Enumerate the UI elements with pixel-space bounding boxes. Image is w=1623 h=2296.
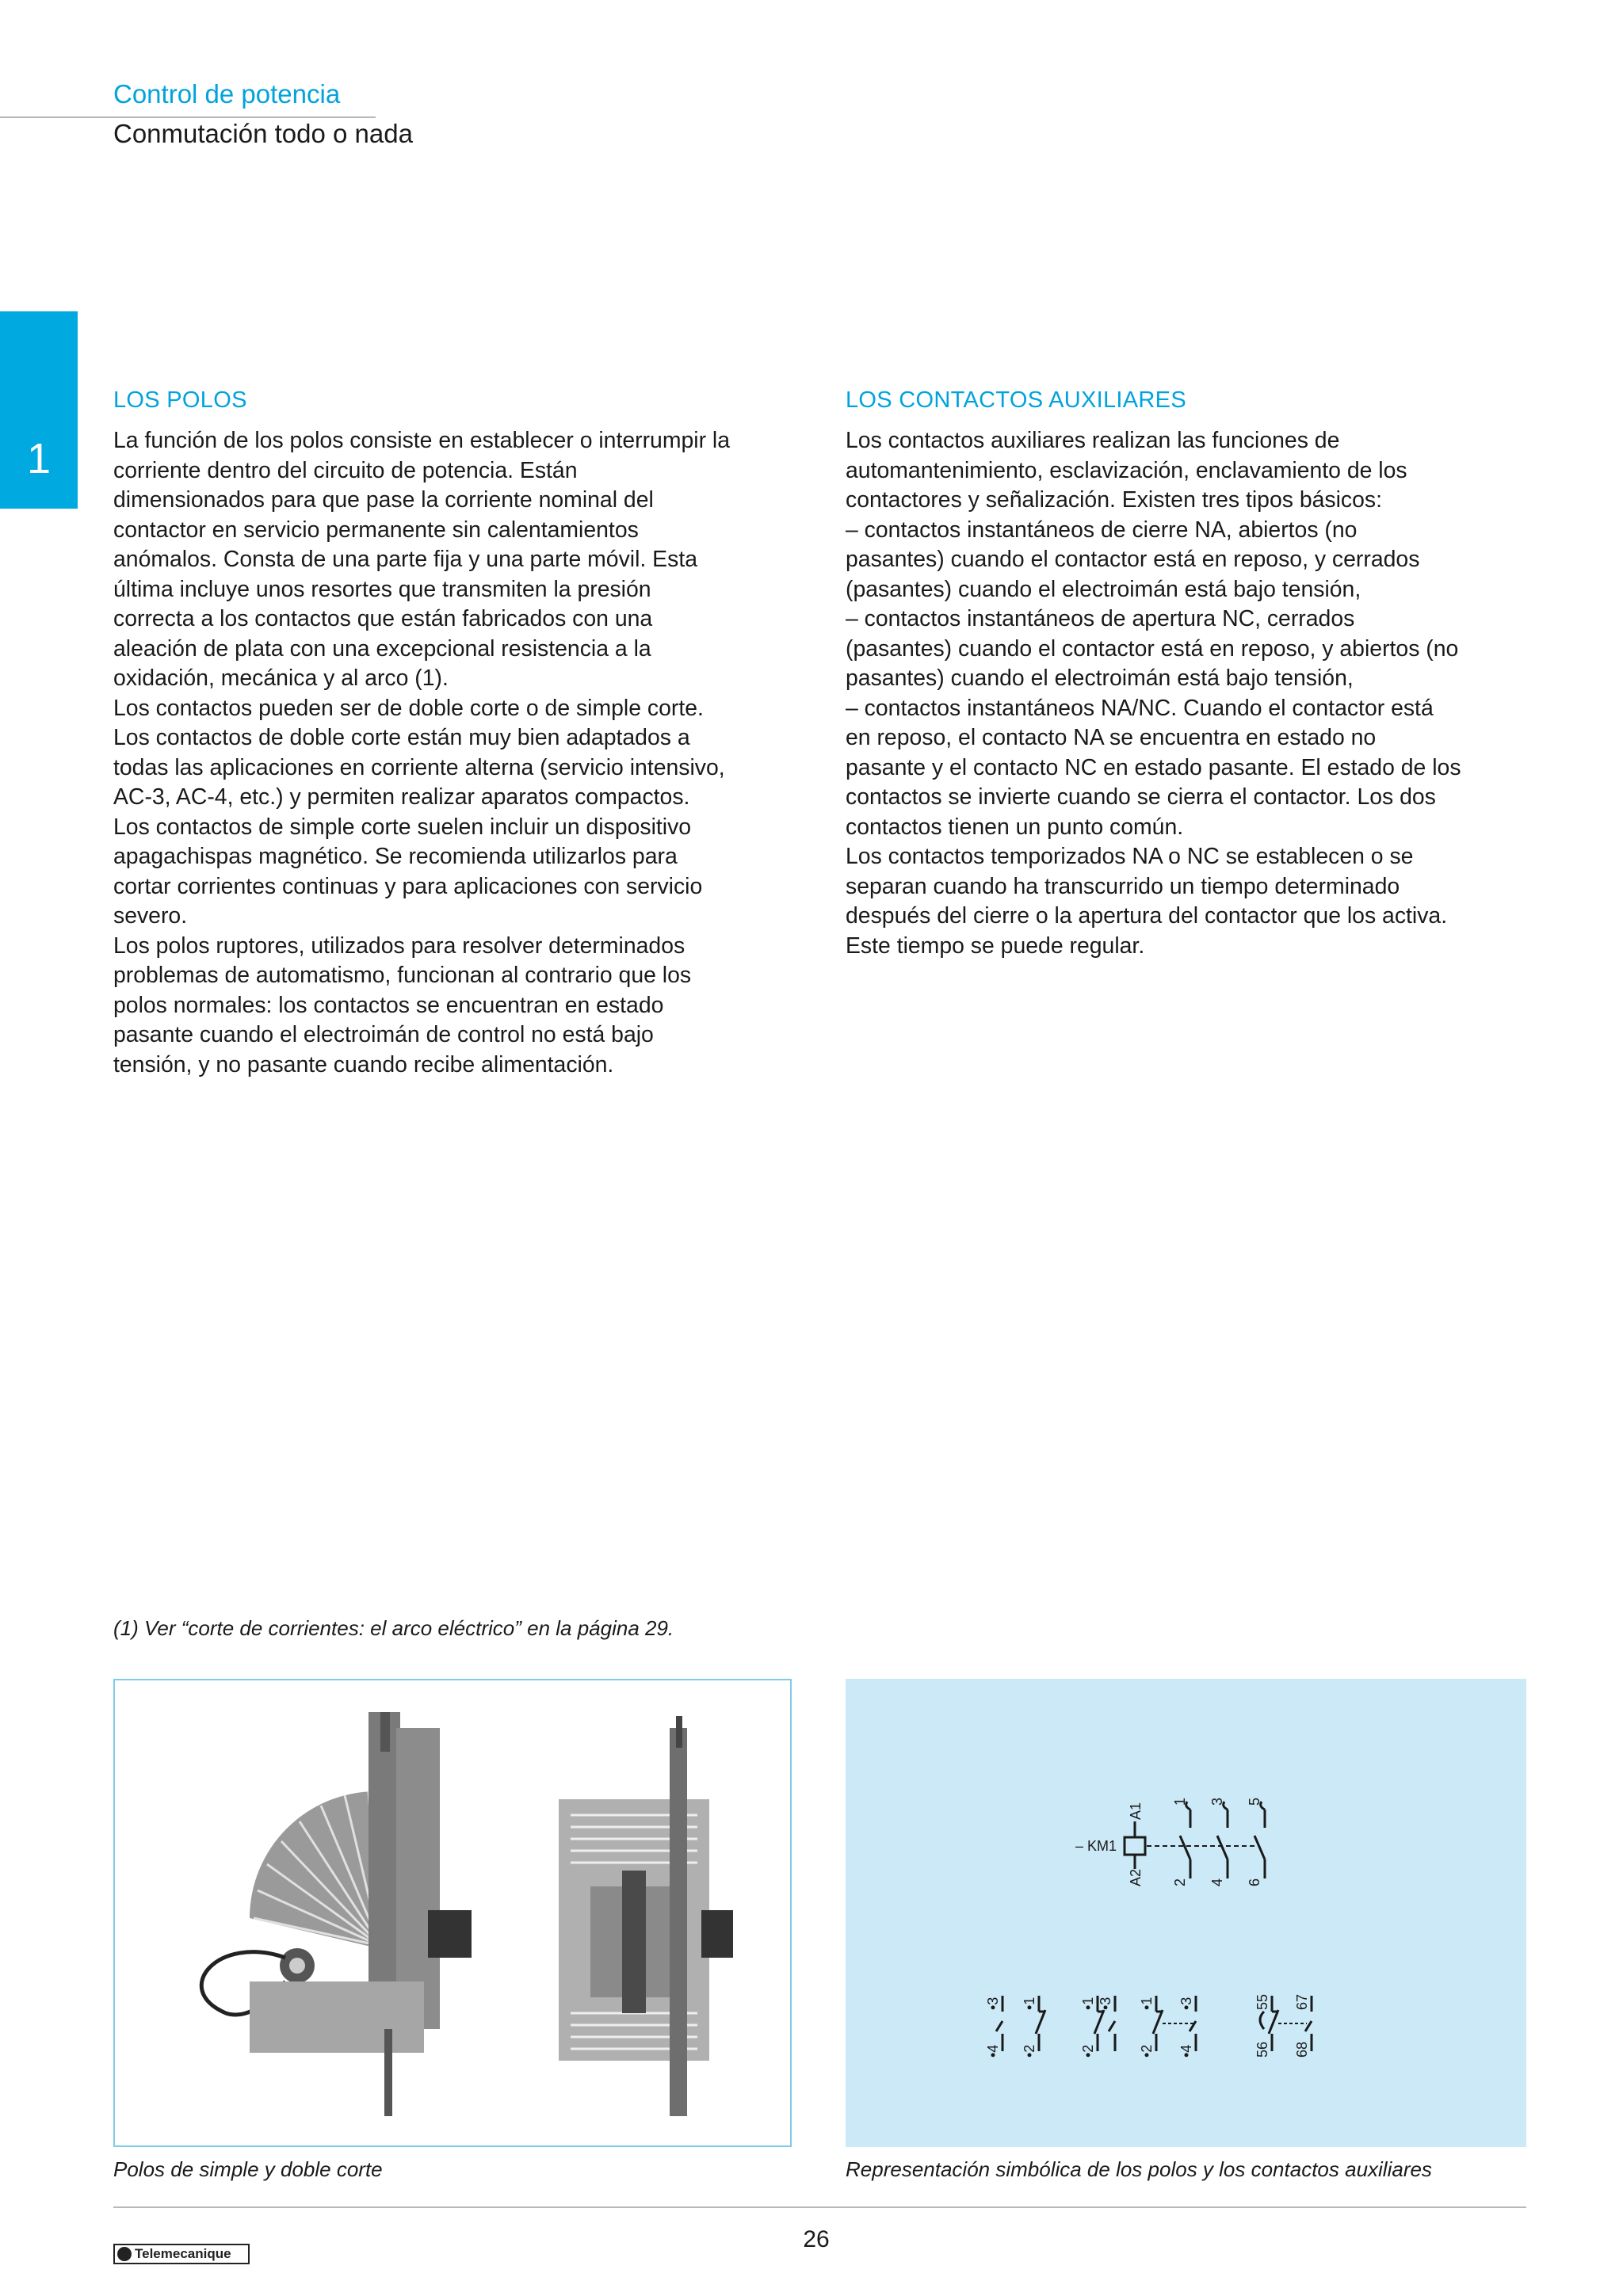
- polos-text-line: todas las aplicaciones en corriente alterna (servicio intensivo,: [113, 754, 725, 780]
- label-t56: 56: [1254, 2041, 1270, 2058]
- single-cut-pole-image: [201, 1712, 472, 2116]
- polos-text-line: correcta a los contactos que están fabricados con una: [113, 606, 653, 631]
- polos-text-line: anómalos. Consta de una parte fija y una parte móvil. Esta: [113, 547, 697, 572]
- label-p1: 1: [1172, 1797, 1188, 1806]
- section-title: Control de potencia: [113, 79, 341, 109]
- heading-polos: LOS POLOS: [113, 387, 247, 413]
- footer-divider: [113, 2206, 1526, 2208]
- label-pair-2: •2: [1139, 2044, 1155, 2058]
- brand-logo: [113, 2244, 250, 2264]
- header-divider: [0, 116, 376, 118]
- polos-text-line: Los contactos de doble corte están muy bien adaptados a: [113, 725, 690, 750]
- label-c4: •4: [985, 2044, 1001, 2058]
- polos-text-line: problemas de automatismo, funcionan al contrario que los: [113, 963, 692, 988]
- label-t55: 55: [1254, 1993, 1270, 2010]
- contactos-text-line: después del cierre o la apertura del contactor que los activa.: [846, 903, 1448, 929]
- polos-text-line: corriente dentro del circuito de potencia. Están: [113, 457, 578, 483]
- label-pair-3: •3: [1178, 1997, 1194, 2010]
- label-p5: 5: [1247, 1797, 1262, 1806]
- polos-text-line: La función de los polos consiste en establecer o interrumpir la: [113, 428, 731, 453]
- contactos-text-line: contactos se invierte cuando se cierra el contactor. Los dos: [846, 784, 1436, 810]
- main-pole-1: [1180, 1802, 1190, 1878]
- contactos-text-line: automantenimiento, esclavización, enclavamiento de los: [846, 457, 1407, 483]
- polos-text-line: Los contactos de simple corte suelen incluir un dispositivo: [113, 814, 692, 840]
- label-a1: A1: [1128, 1802, 1144, 1820]
- section-subtitle: Conmutación todo o nada: [113, 119, 413, 148]
- polos-text-line: apagachispas magnético. Se recomienda utilizarlos para: [113, 844, 678, 869]
- contactos-text-line: – contactos instantáneos de apertura NC, cerrados: [846, 606, 1355, 631]
- symbols-panel: [846, 1679, 1526, 2147]
- label-c1: •1: [1022, 1997, 1037, 2010]
- polos-text-line: AC-3, AC-4, etc.) y permiten realizar aparatos compactos.: [113, 784, 690, 810]
- double-cut-pole-image: [559, 1716, 733, 2116]
- page-number: 26: [803, 2226, 830, 2252]
- brand-name: Telemecanique: [135, 2246, 231, 2261]
- label-p6: 6: [1247, 1878, 1262, 1886]
- contactos-text-line: separan cuando ha transcurrido un tiempo determinado: [846, 873, 1400, 899]
- label-na-nc-1: •1: [1080, 1997, 1096, 2010]
- polos-text-line: polos normales: los contactos se encuentran en estado: [113, 992, 664, 1018]
- contactos-text-line: pasante y el contacto NC en estado pasante. El estado de los: [846, 754, 1461, 780]
- heading-contactos-auxiliares: LOS CONTACTOS AUXILIARES: [846, 387, 1186, 413]
- contactos-text-line: contactores y señalización. Existen tres tipos básicos:: [846, 487, 1382, 513]
- contactos-text-line: – contactos instantáneos de cierre NA, abiertos (no: [846, 517, 1358, 543]
- polos-text-line: tensión, y no pasante cuando recibe alimentación.: [113, 1051, 614, 1077]
- label-a2: A2: [1128, 1868, 1144, 1886]
- poles-photo: [113, 1679, 792, 2147]
- contactos-text-line: pasantes) cuando el contactor está en reposo, y cerrados: [846, 547, 1420, 572]
- main-pole-2: [1217, 1802, 1228, 1878]
- label-pair-4: •4: [1178, 2044, 1194, 2058]
- polos-text-line: cortar corrientes continuas y para aplicaciones con servicio: [113, 873, 703, 899]
- contact-symbols-diagram: [846, 1679, 1526, 2147]
- coil-symbol: [1125, 1837, 1145, 1855]
- label-na-nc-2: •2: [1080, 2044, 1096, 2058]
- contactos-text-line: (pasantes) cuando el electroimán está bajo tensión,: [846, 576, 1361, 602]
- polos-text-line: aleación de plata con una excepcional resistencia a la: [113, 635, 651, 662]
- label-p4: 4: [1209, 1878, 1225, 1886]
- polos-text-line: oxidación, mecánica y al arco (1).: [113, 666, 449, 691]
- polos-text-line: dimensionados para que pase la corriente nominal del: [113, 487, 654, 513]
- polos-text-line: contactor en servicio permanente sin calentamientos: [113, 517, 639, 543]
- contactos-text-line: contactos tienen un punto común.: [846, 814, 1184, 840]
- symbols-caption: Representación simbólica de los polos y los contactos auxiliares: [846, 2157, 1432, 2181]
- chapter-number: 1: [26, 435, 52, 482]
- polos-text-line: severo.: [113, 903, 188, 929]
- polos-paragraph: [113, 426, 730, 1080]
- contactos-text-line: Los contactos auxiliares realizan las funciones de: [846, 428, 1340, 453]
- brand-logo-icon: [117, 2247, 132, 2261]
- label-c2: •2: [1022, 2044, 1037, 2058]
- label-p3: 3: [1209, 1797, 1225, 1806]
- contactos-text-line: en reposo, el contacto NA se encuentra en estado no: [846, 725, 1377, 750]
- label-p2: 2: [1172, 1878, 1188, 1886]
- contactos-text-line: – contactos instantáneos NA/NC. Cuando el contactor está: [846, 695, 1434, 721]
- polos-text-line: Los polos ruptores, utilizados para resolver determinados: [113, 933, 685, 959]
- polos-text-line: pasante cuando el electroimán de control no está bajo: [113, 1022, 654, 1047]
- main-pole-3: [1254, 1802, 1265, 1878]
- contactos-text-line: Los contactos temporizados NA o NC se establecen o se: [846, 844, 1414, 869]
- label-pair-1: •1: [1139, 1997, 1155, 2010]
- coil-label: – KM1: [1075, 1838, 1117, 1854]
- contactos-text-line: pasantes) cuando el electroimán está bajo tensión,: [846, 666, 1354, 691]
- contactos-text-line: (pasantes) cuando el contactor está en reposo, y abiertos (no: [846, 635, 1459, 662]
- polos-text-line: Los contactos pueden ser de doble corte o de simple corte.: [113, 695, 704, 721]
- contactor-poles-illustration: [115, 1680, 790, 2145]
- footnote: (1) Ver “corte de corrientes: el arco eléctrico” en la página 29.: [113, 1616, 674, 1640]
- polos-text-line: última incluye unos resortes que transmiten la presión: [113, 576, 651, 602]
- photo-caption: Polos de simple y doble corte: [113, 2157, 383, 2181]
- contactos-text-line: Este tiempo se puede regular.: [846, 933, 1145, 959]
- label-c3: •3: [985, 1997, 1001, 2010]
- label-t67: 67: [1294, 1993, 1310, 2010]
- label-na-nc-3: •3: [1098, 1997, 1113, 2010]
- label-t68: 68: [1294, 2041, 1310, 2058]
- contactos-paragraph: [846, 426, 1461, 961]
